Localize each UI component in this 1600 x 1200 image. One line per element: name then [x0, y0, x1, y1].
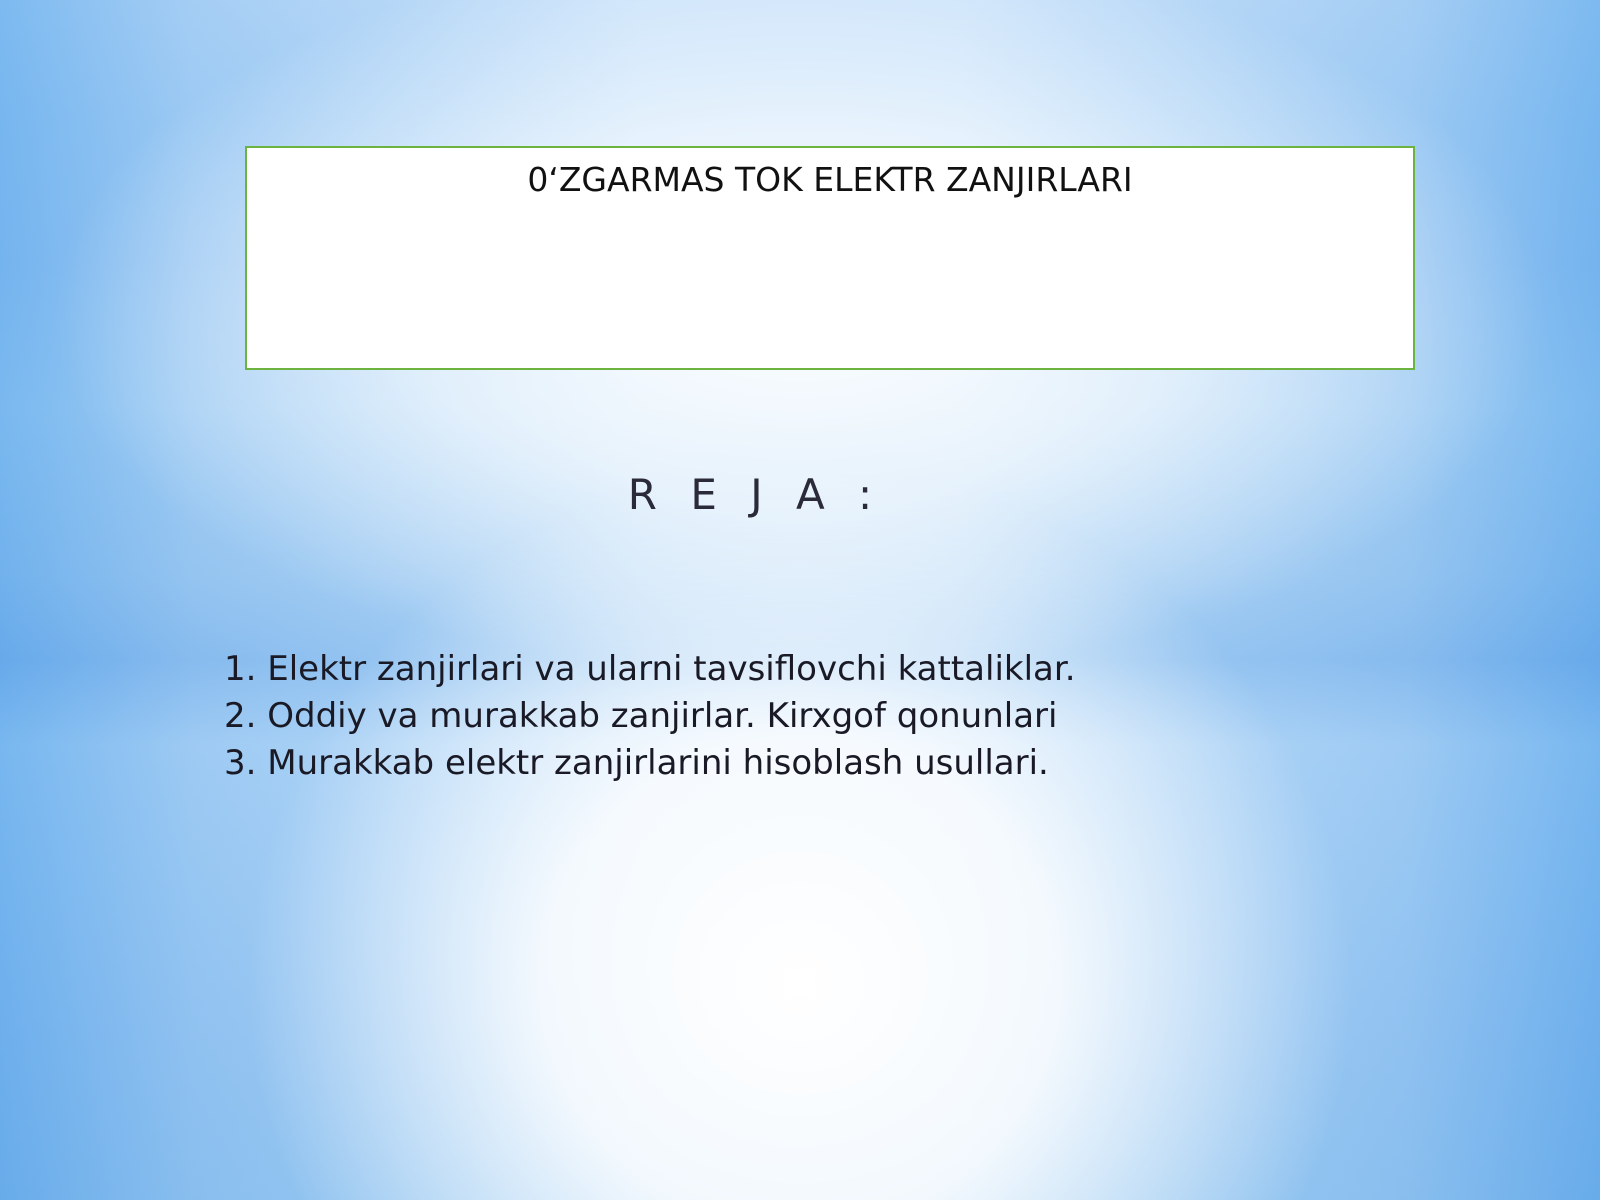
plan-heading: R E J A : [627, 470, 883, 519]
title-box [245, 146, 1415, 370]
plan-list [224, 646, 1324, 787]
plan-item: 1. Elektr zanjirlari va ularni tavsiflovchi kattaliklar. [224, 649, 1076, 689]
slide-title: 0‘ZGARMAS TOK ELEKTR ZANJIRLARI [527, 160, 1133, 199]
plan-item: 2. Oddiy va murakkab zanjirlar. Kirxgof qonunlari [224, 696, 1058, 736]
plan-item: 3. Murakkab elektr zanjirlarini hisoblash usullari. [224, 743, 1049, 783]
